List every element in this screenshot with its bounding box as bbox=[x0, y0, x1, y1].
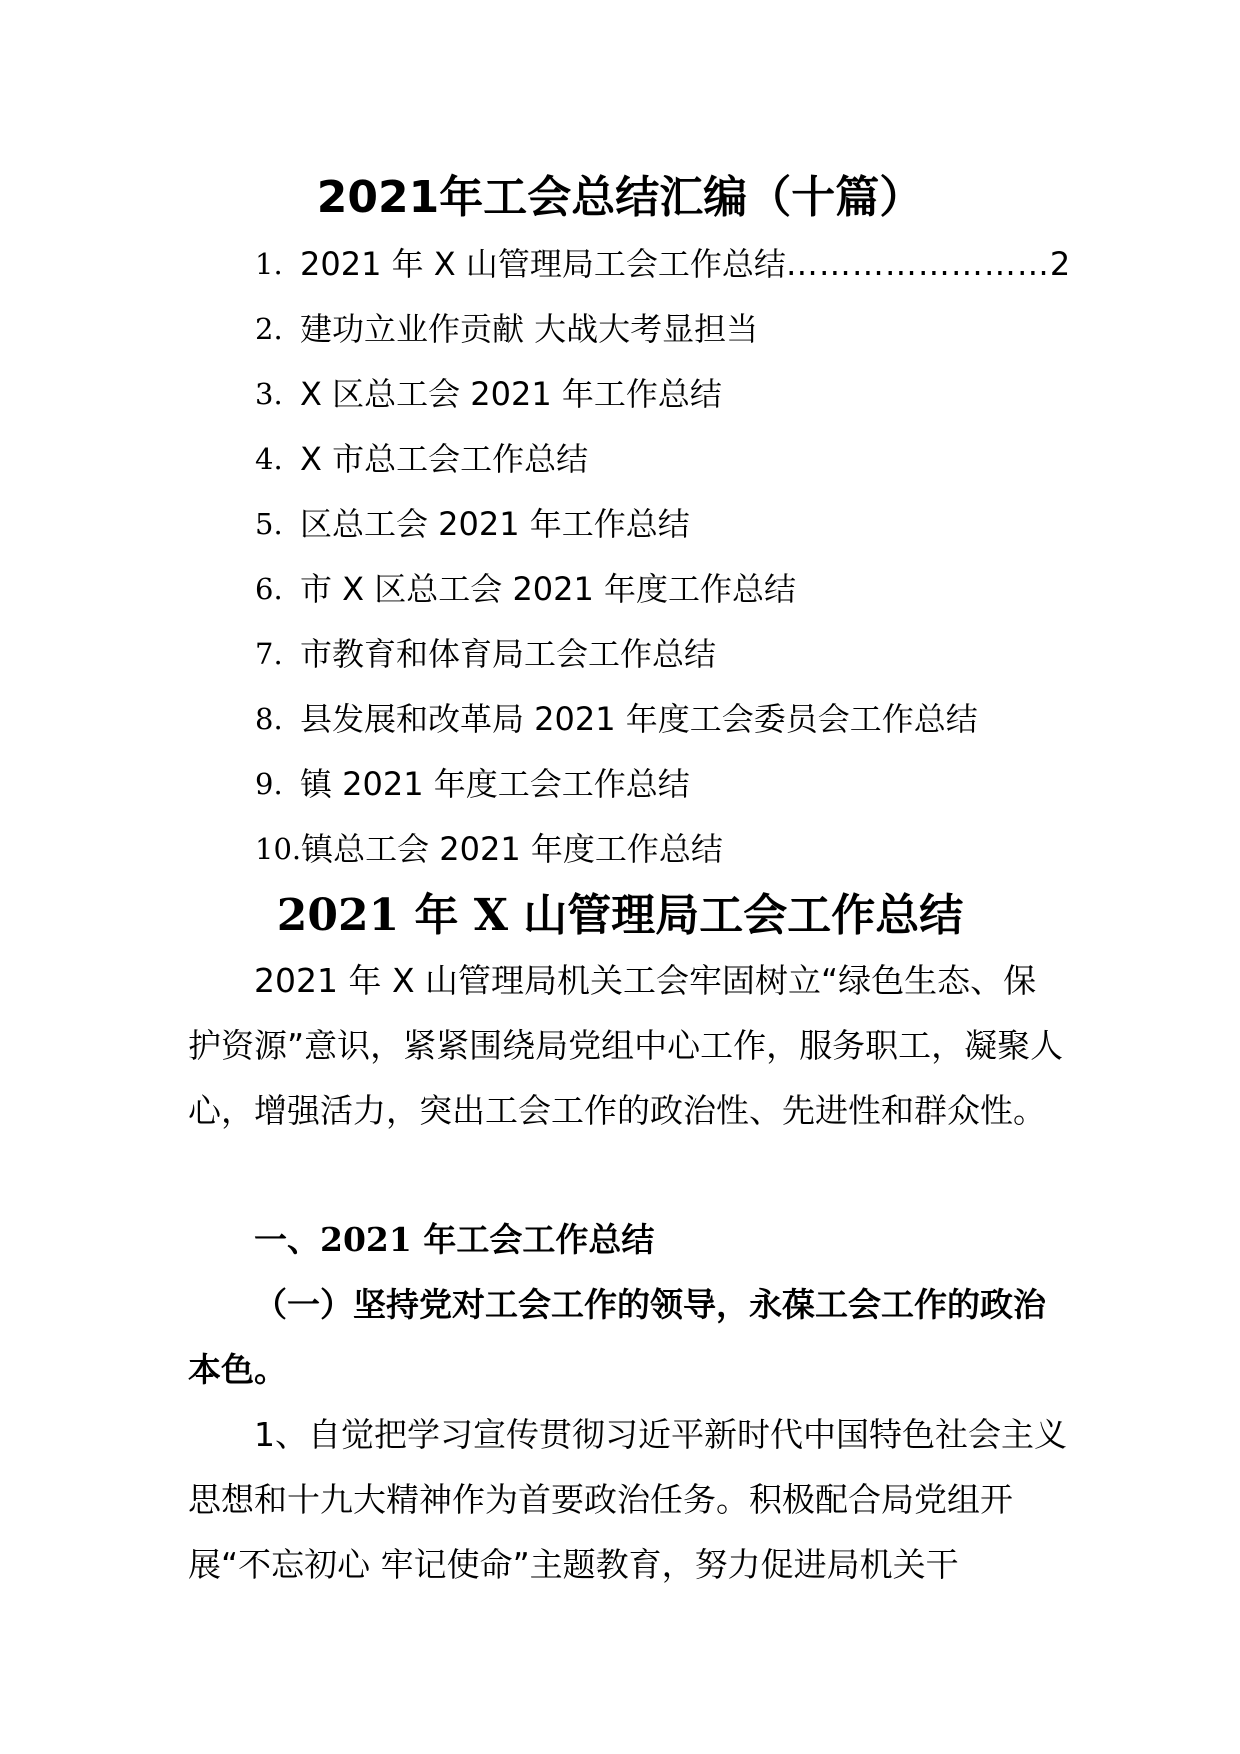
toc-item[interactable] bbox=[255, 492, 1075, 557]
toc-item-text: 2021 年 X 山管理局工会工作总结 bbox=[300, 245, 786, 283]
toc-item-text: X 市总工会工作总结 bbox=[300, 440, 589, 478]
toc-page-number: 2 bbox=[1049, 245, 1071, 283]
toc-item-number: 1. bbox=[255, 247, 283, 281]
toc-item-text: 镇总工会 2021 年度工作总结 bbox=[301, 830, 723, 868]
heading-level-1 bbox=[188, 1207, 1068, 1272]
toc-item-number: 3. bbox=[255, 377, 283, 411]
toc-item[interactable] bbox=[255, 622, 1075, 687]
toc-item-text: 镇 2021 年度工会工作总结 bbox=[300, 765, 690, 803]
toc-item-number: 7. bbox=[255, 637, 283, 671]
toc-leader-dots: …………………… bbox=[785, 245, 1050, 283]
toc-item-number: 4. bbox=[255, 442, 283, 476]
heading-level-2 bbox=[188, 1272, 1068, 1402]
numbered-paragraph bbox=[188, 1402, 1068, 1597]
toc-item[interactable] bbox=[255, 427, 1075, 492]
toc-item[interactable] bbox=[255, 557, 1075, 622]
toc-item-text: 市教育和体育局工会工作总结 bbox=[300, 635, 717, 673]
toc-item-text: 县发展和改革局 2021 年度工会委员会工作总结 bbox=[300, 700, 978, 738]
toc-item-number: 10. bbox=[255, 832, 302, 866]
toc-item[interactable] bbox=[255, 297, 1075, 362]
toc-item-text: 建功立业作贡献 大战大考显担当 bbox=[300, 310, 759, 348]
toc-item[interactable] bbox=[255, 232, 1075, 297]
toc-item-text: 市 X 区总工会 2021 年度工作总结 bbox=[300, 570, 797, 608]
toc-item-number: 5. bbox=[255, 507, 283, 541]
toc-item[interactable] bbox=[255, 687, 1075, 752]
heading-text: （一）坚持党对工会工作的领导，永葆工会工作的政治本色。 bbox=[188, 1285, 1046, 1389]
intro-paragraph bbox=[188, 948, 1068, 1143]
paragraph-text: 1、自觉把学习宣传贯彻习近平新时代中国特色社会主义思想和十九大精神作为首要政治任务。积极配合局党组开展“不忘初心 牢记使命”主题教育，努力促进局机关干 bbox=[188, 1415, 1067, 1584]
toc-item[interactable] bbox=[255, 362, 1075, 427]
paragraph-text: 2021 年 X 山管理局机关工会牢固树立“绿色生态、保护资源”意识，紧紧围绕局党组中心工作，服务职工，凝聚人心，增强活力，突出工会工作的政治性、先进性和群众性。 bbox=[188, 961, 1064, 1130]
toc-item-text: X 区总工会 2021 年工作总结 bbox=[300, 375, 722, 413]
toc-item-number: 9. bbox=[255, 767, 283, 801]
toc-item[interactable] bbox=[255, 817, 1075, 882]
document-title: 2021年工会总结汇编（十篇） bbox=[316, 172, 924, 223]
toc-item-number: 8. bbox=[255, 702, 283, 736]
toc-item-number: 2. bbox=[255, 312, 283, 346]
section-title: 2021 年 X 山管理局工会工作总结 bbox=[276, 890, 964, 941]
toc-item-text: 区总工会 2021 年工作总结 bbox=[300, 505, 690, 543]
toc-item-number: 6. bbox=[255, 572, 283, 606]
toc-item[interactable] bbox=[255, 752, 1075, 817]
heading-text: 一、2021 年工会工作总结 bbox=[254, 1220, 655, 1259]
table-of-contents bbox=[255, 232, 1075, 882]
